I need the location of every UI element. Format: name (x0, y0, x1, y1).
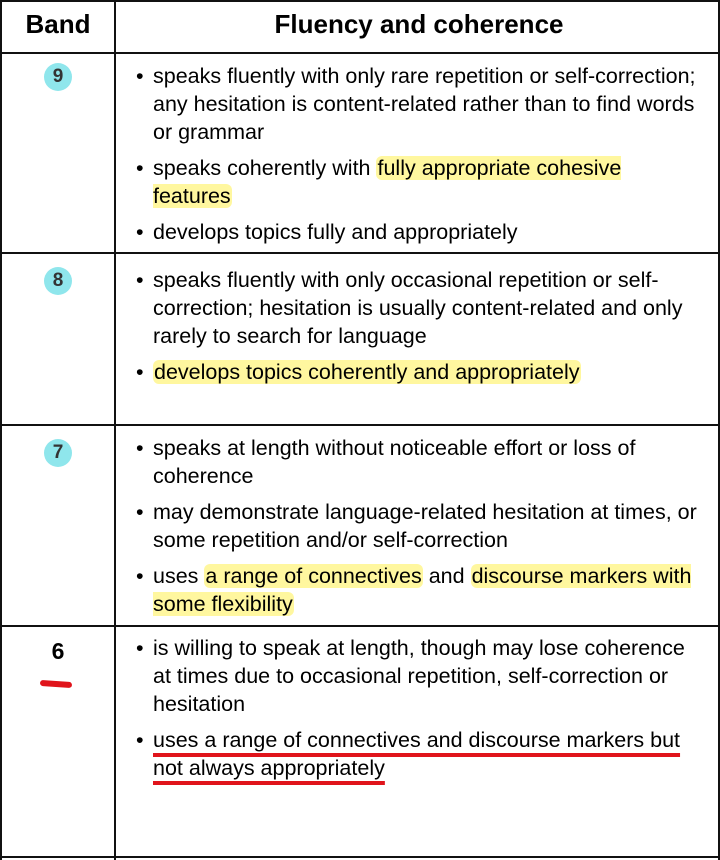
red-pen-mark (40, 680, 72, 688)
highlighted-text: a range of connectives (205, 564, 422, 588)
descriptor-item (136, 434, 704, 490)
descriptor-item (136, 498, 704, 554)
descriptor-text: speaks at length without noticeable effort or loss of coherence (153, 436, 636, 488)
descriptor-item (136, 634, 704, 718)
descriptor-text: is willing to speak at length, though may lose coherence at times due to occasional repetition, self-correction or hesitation (153, 636, 685, 716)
descriptor-list (136, 434, 704, 626)
table-border-left (0, 0, 2, 860)
band-cell (0, 266, 116, 295)
table-border-top (0, 0, 720, 2)
descriptor-text: speaks coherently with (153, 156, 377, 180)
descriptor-text: speaks fluently with only occasional repetition or self-correction; hesitation is usually content-related and only rarely to search for language (153, 268, 683, 348)
descriptor-list (136, 62, 704, 254)
descriptor-text: speaks fluently with only rare repetition or self-correction; any hesitation is content-related rather than to find words or grammar (153, 64, 696, 144)
band-cell (0, 62, 116, 91)
header-criterion: Fluency and coherence (274, 9, 564, 39)
column-divider (114, 0, 116, 860)
descriptor-text: uses (153, 564, 205, 588)
header-divider (0, 52, 720, 54)
descriptor-text: and (422, 564, 471, 588)
row-divider (0, 424, 720, 426)
highlighted-text: fully appropriate cohesive features (153, 156, 622, 208)
band-number: 9 (44, 63, 72, 91)
band-number: 8 (44, 267, 72, 295)
descriptor-item (136, 218, 704, 246)
band-number: 7 (44, 439, 72, 467)
band-cell (0, 438, 116, 467)
descriptor-text: may demonstrate language-related hesitation at times, or some repetition and/or self-correction (153, 500, 697, 552)
highlighted-text: discourse markers with some flexibility (153, 564, 692, 616)
descriptor-item (136, 154, 704, 210)
underlined-text: uses a range of connectives and discourse markers but not always appropriately (153, 728, 681, 780)
table-border-bottom (0, 856, 720, 858)
descriptor-item (136, 62, 704, 146)
descriptor-item (136, 726, 704, 782)
band-cell (0, 638, 116, 665)
descriptor-item (136, 562, 704, 618)
header-band: Band (25, 9, 91, 39)
descriptor-list (136, 266, 704, 394)
descriptor-item (136, 358, 704, 386)
descriptor-list (136, 634, 704, 790)
highlighted-text: develops topics coherently and appropriately (154, 360, 580, 384)
descriptor-text: develops topics fully and appropriately (153, 220, 518, 244)
band-number: 6 (51, 638, 65, 664)
descriptor-item (136, 266, 704, 350)
